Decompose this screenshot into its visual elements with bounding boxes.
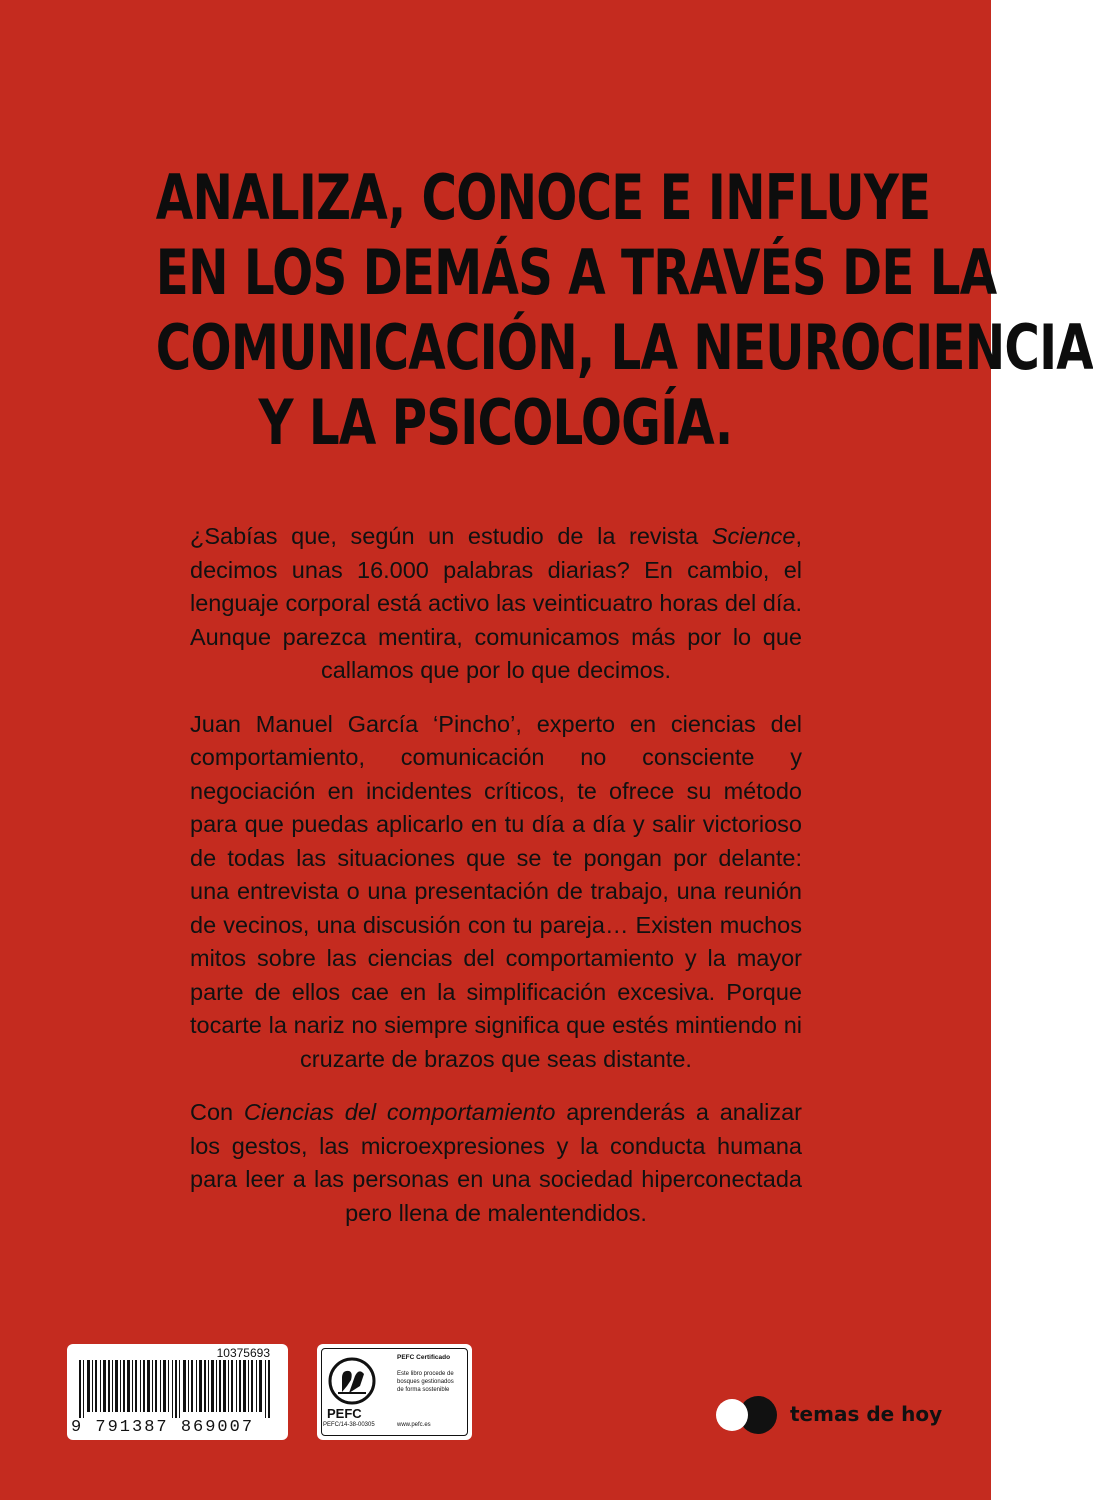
barcode-code: 10375693 <box>216 1346 270 1360</box>
pefc-logo-text: PEFC <box>327 1406 362 1421</box>
blurb-italic: Ciencias del comportamiento <box>243 1099 556 1125</box>
pefc-description: Este libro procede de bosques gestionados de forma sostenible <box>397 1371 454 1393</box>
publisher-name: temas de hoy <box>790 1402 943 1426</box>
headline-line: Y LA PSICOLOGÍA. <box>258 386 733 459</box>
blurb-text: ¿Sabías que, según un estudio de la revista <box>190 523 712 549</box>
blurb-text: aprenderás a analizar los gestos, las microexpresiones y la conducta humana para leer a las personas en una sociedad hiperconectada pero llena de malentendidos. <box>190 1099 802 1226</box>
blurb <box>190 520 802 1250</box>
headline-line: ANALIZA, CONOCE E INFLUYE <box>155 161 931 234</box>
headline <box>155 160 1093 460</box>
headline-line: COMUNICACIÓN, LA NEUROCIENCIA <box>155 311 1093 384</box>
pefc-tree-icon <box>327 1356 377 1406</box>
barcode-bars <box>79 1360 277 1418</box>
blurb-paragraph-1 <box>190 520 802 688</box>
blurb-italic: Science <box>711 523 796 549</box>
publisher-circles-icon <box>714 1396 780 1436</box>
blurb-text: , decimos unas 16.000 palabras diarias? En cambio, el lenguaje corporal está activo las veinticuatro horas del día. Aunque parezca mentira, comunicamos más por lo que callamos que por lo que decimos. <box>190 523 802 683</box>
blurb-text: Con <box>190 1099 244 1125</box>
pefc-certified: PEFC Certificado <box>397 1354 451 1361</box>
pefc-certification <box>317 1344 472 1440</box>
barcode-label <box>67 1344 288 1440</box>
blurb-paragraph-3 <box>190 1096 802 1230</box>
pefc-url: www.pefc.es <box>397 1422 431 1428</box>
blurb-paragraph-2: Juan Manuel García ‘Pincho’, experto en ciencias del comportamiento, comunicación no consciente y negociación en incidentes críticos, te ofrece su método para que puedas aplicarlo en tu día a día y salir victorioso de todas las situaciones que se te pongan por delante: una entrevista o una presentación de trabajo, una reunión de vecinos, una discusión con tu pareja… Existen muchos mitos sobre las ciencias del comportamiento y la mayor parte de ellos cae en la simplificación excesiva. Porque tocarte la nariz no siempre significa que estés mintiendo ni cruzarte de brazos que seas distante. <box>190 710 802 1072</box>
barcode-number: 9 791387 869007 <box>71 1418 255 1437</box>
pefc-code: PEFC/14-38-00305 <box>323 1422 375 1428</box>
headline-line: EN LOS DEMÁS A TRAVÉS DE LA <box>155 236 997 309</box>
